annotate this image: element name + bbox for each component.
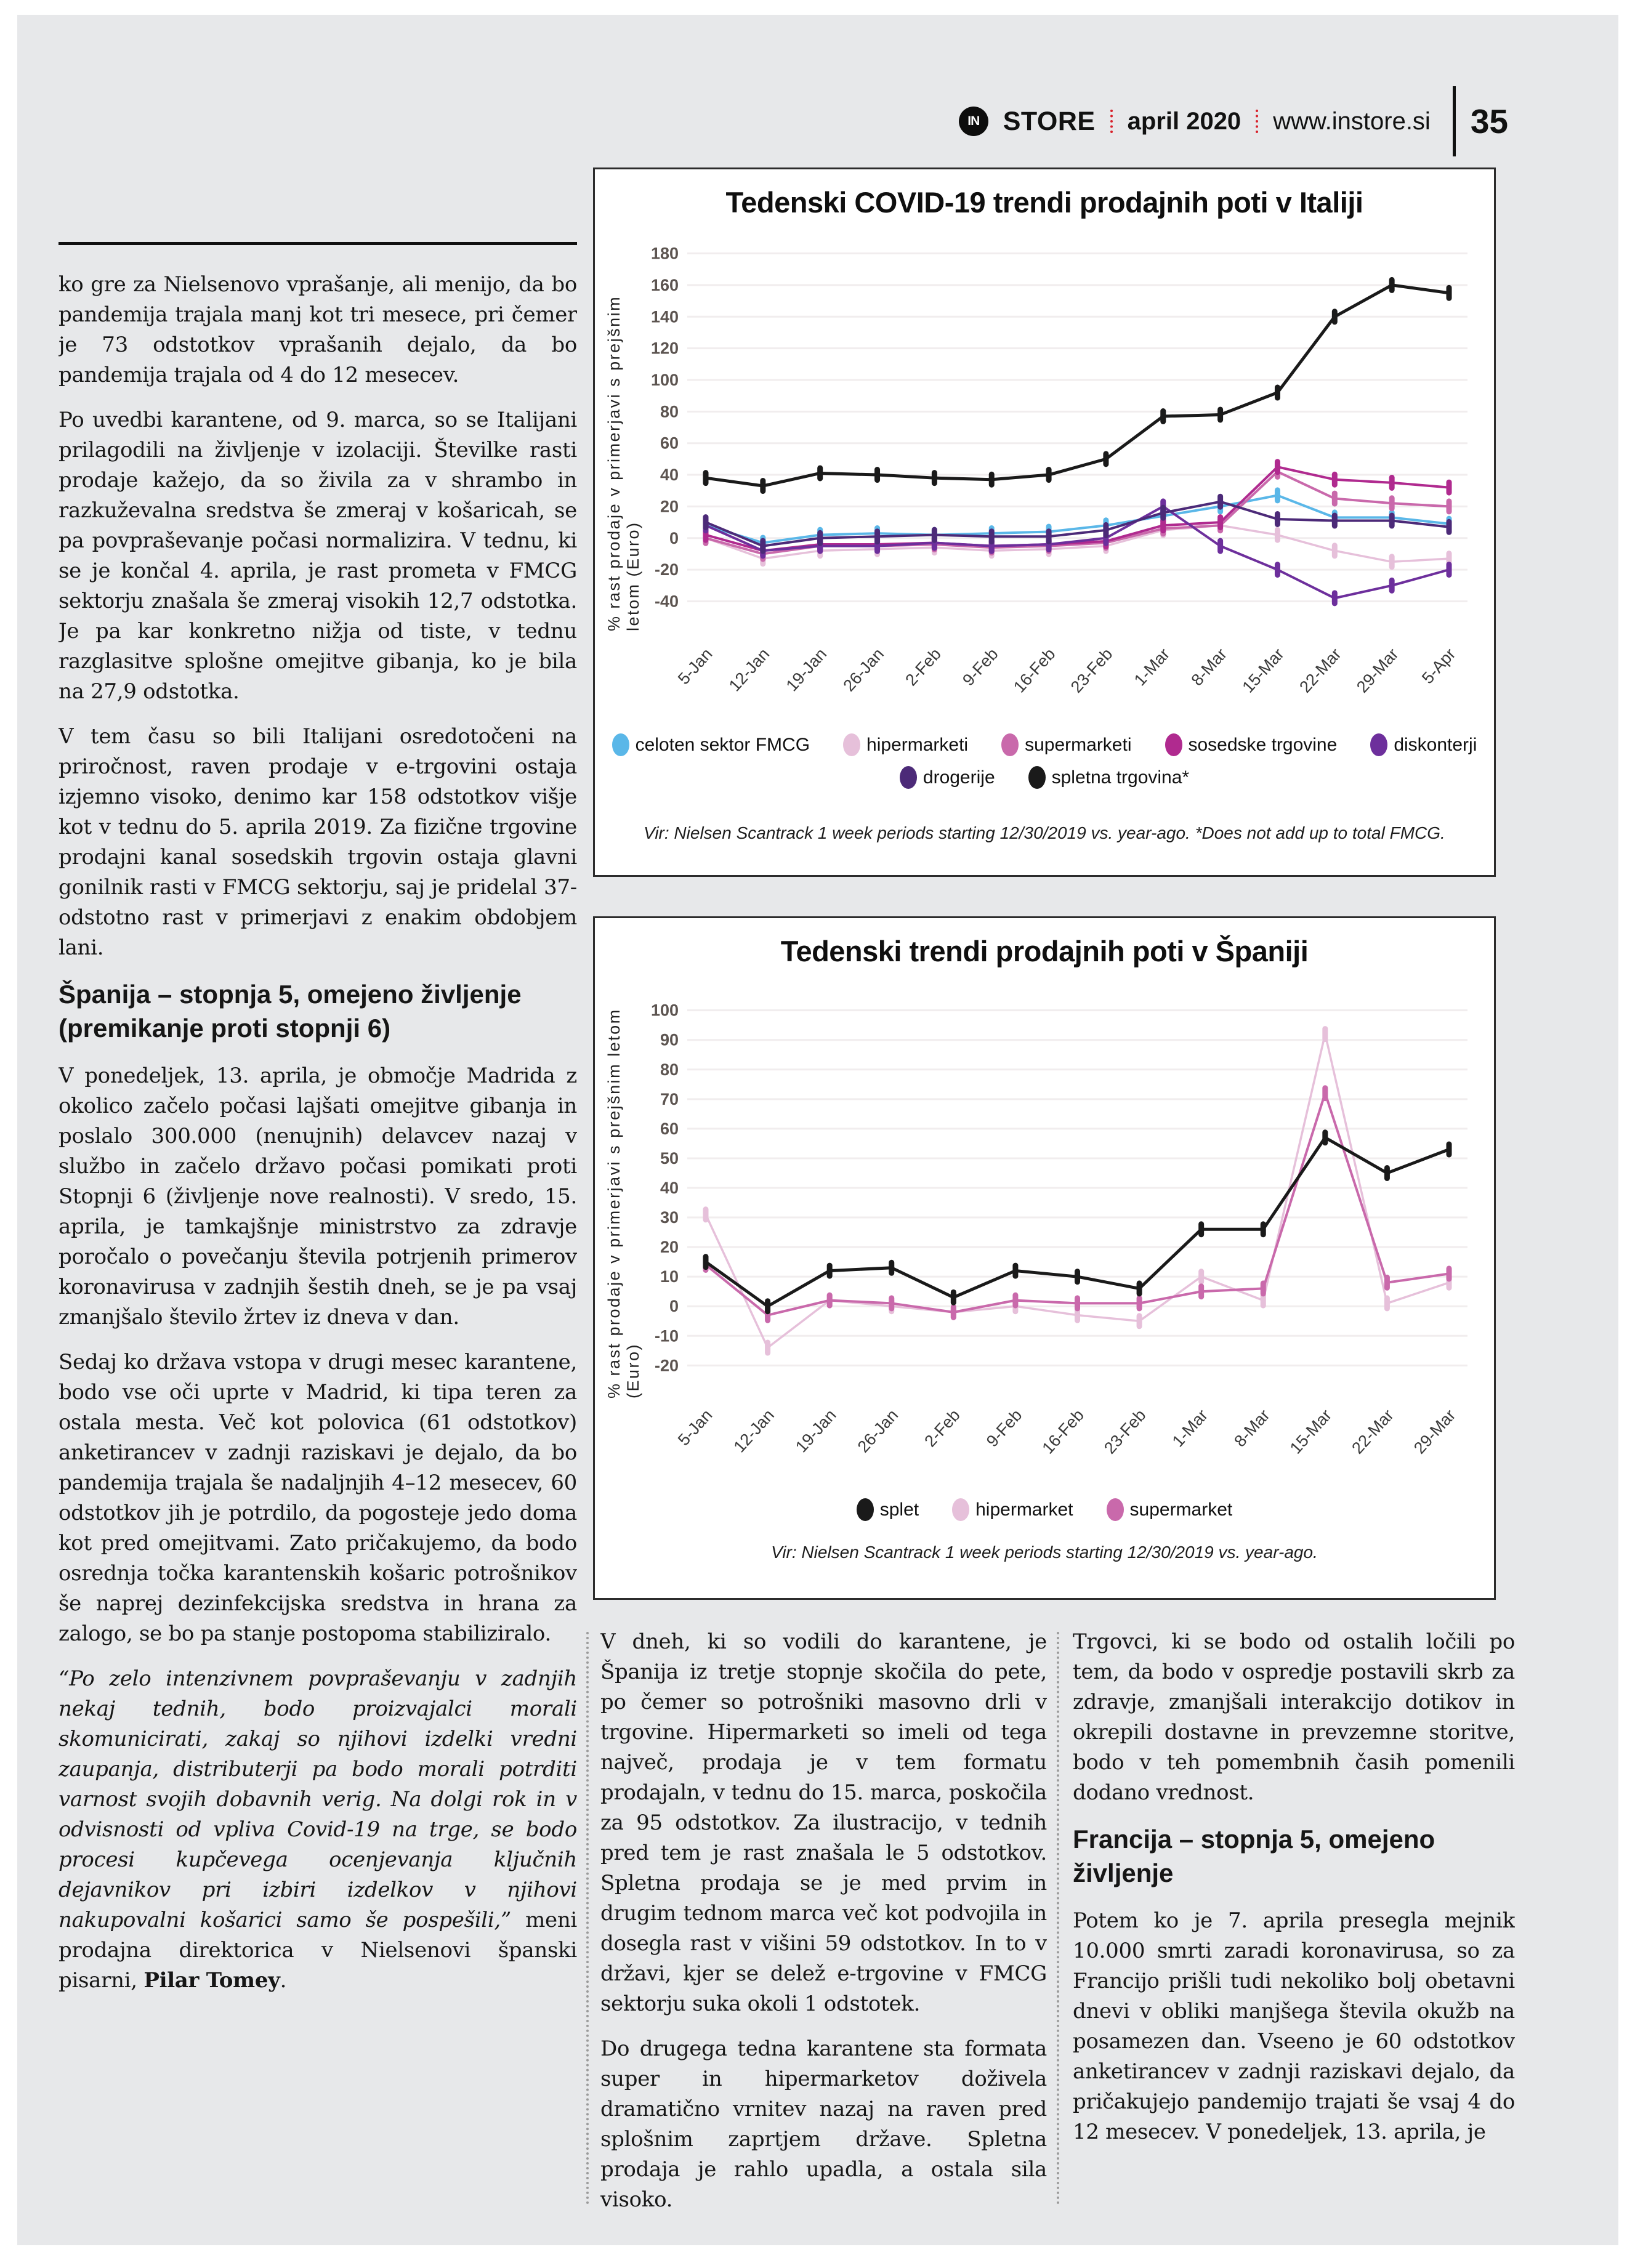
svg-text:9-Feb: 9-Feb: [959, 644, 1002, 690]
data-point-marker: [1075, 1295, 1080, 1311]
data-point-marker: [889, 1295, 894, 1311]
legend-swatch-icon: [843, 733, 860, 756]
data-point-marker: [1198, 1221, 1204, 1237]
legend-item-5: [900, 766, 995, 789]
svg-text:16-Feb: 16-Feb: [1009, 644, 1059, 696]
italy-chart-source-note: Vir: Nielsen Scantrack 1 week periods starting 12/30/2019 vs. year-ago. *Does not add up to total FMCG.: [644, 823, 1445, 842]
svg-text:80: 80: [660, 1060, 679, 1079]
italy-chart-title: Tedenski COVID-19 trendi prodajnih poti v Italiji: [725, 186, 1363, 219]
legend-label: supermarket: [1129, 1499, 1233, 1520]
data-point-marker: [1384, 1295, 1390, 1311]
series-line-5: [706, 502, 1449, 546]
data-point-marker: [1384, 1165, 1390, 1181]
legend-label: celoten sektor FMCG: [635, 734, 810, 755]
issue-date: april 2020: [1127, 107, 1241, 135]
data-point-marker: [1012, 1263, 1018, 1279]
italy-chart-legend: [595, 733, 1494, 799]
svg-text:23-Feb: 23-Feb: [1067, 644, 1116, 696]
legend-row: [595, 1498, 1494, 1521]
svg-text:20: 20: [660, 1238, 679, 1257]
data-point-marker: [1261, 1221, 1266, 1237]
data-point-marker: [1217, 406, 1223, 422]
svg-text:26-Jan: 26-Jan: [839, 644, 887, 695]
data-point-marker: [989, 528, 995, 544]
data-point-marker: [1322, 1026, 1328, 1042]
data-point-marker: [827, 1263, 833, 1279]
data-point-marker: [1198, 1283, 1204, 1299]
column-divider-dotted: [1057, 1632, 1059, 2205]
red-dotted-divider: [1110, 110, 1113, 133]
data-point-marker: [1160, 505, 1166, 521]
svg-text:2-Feb: 2-Feb: [902, 644, 945, 690]
data-point-marker: [1217, 538, 1223, 554]
quote-period: .: [280, 1968, 287, 1993]
data-point-marker: [1261, 1280, 1266, 1296]
quote-paragraph: [59, 1664, 577, 1996]
legend-item-2: [1107, 1498, 1233, 1521]
data-point-marker: [1275, 562, 1280, 578]
legend-swatch-icon: [1001, 733, 1019, 756]
svg-text:2-Feb: 2-Feb: [921, 1405, 964, 1451]
data-point-marker: [1275, 527, 1280, 543]
data-point-marker: [1332, 590, 1338, 606]
italy-chart-plot: [633, 231, 1486, 730]
data-point-marker: [1332, 472, 1338, 488]
data-point-marker: [1217, 494, 1223, 510]
website-url: www.instore.si: [1273, 107, 1431, 135]
data-point-marker: [1012, 1293, 1018, 1309]
data-point-marker: [817, 465, 823, 481]
data-point-marker: [1447, 1142, 1452, 1158]
quote-attribution: meni prodajna direktorica v Nielsenovi španski pisarni,: [59, 1908, 577, 1993]
legend-row: [595, 733, 1494, 756]
svg-text:140: 140: [650, 307, 679, 326]
svg-text:90: 90: [660, 1030, 679, 1049]
svg-text:180: 180: [650, 244, 679, 263]
article-middle-column: [600, 1627, 1047, 2218]
data-point-marker: [760, 478, 765, 494]
svg-text:120: 120: [650, 339, 679, 358]
svg-text:100: 100: [650, 370, 679, 389]
svg-text:40: 40: [660, 466, 679, 485]
svg-text:19-Jan: 19-Jan: [782, 644, 831, 695]
svg-text:-40: -40: [654, 592, 679, 611]
column-top-rule: [59, 242, 577, 245]
quote-author: Pilar Tomey: [143, 1968, 280, 1993]
svg-text:100: 100: [650, 1001, 679, 1020]
data-point-marker: [703, 470, 709, 486]
svg-text:70: 70: [660, 1089, 679, 1108]
legend-item-6: [1028, 766, 1189, 789]
data-point-marker: [874, 528, 880, 544]
data-point-marker: [989, 472, 995, 488]
legend-label: supermarketi: [1025, 734, 1132, 755]
legend-row: [595, 766, 1494, 789]
data-point-marker: [1332, 491, 1338, 507]
svg-text:5-Jan: 5-Jan: [674, 1405, 716, 1450]
spain-chart-legend: [595, 1498, 1494, 1531]
data-point-marker: [703, 514, 709, 530]
paragraph: V ponedeljek, 13. aprila, je območje Madrida z okolico začelo počasi lajšati omejitve gibanja in poslalo 300.000 (nenujnih) delavcev nazaj v službo in začelo državo počasi pomikati proti Stopnji 6 (življenje nove realnosti). V sredo, 15. aprila, je tamkajšnje ministrstvo za zdravje poročalo o povečanju števila potrjenih primerov koronavirusa v zadnjih šestih dneh, se je pa vsaj zmanjšalo število žrtev iz dneva v dan.: [59, 1063, 577, 1330]
data-point-marker: [932, 470, 937, 486]
data-point-marker: [1198, 1269, 1204, 1285]
data-point-marker: [765, 1340, 770, 1356]
svg-text:160: 160: [650, 275, 679, 294]
paragraph: V tem času so bili Italijani osredotočeni na priročnost, raven prodaje v e-trgovini ostaja izjemno visoko, denimo kar 158 odstotkov višje kot v tednu do 5. aprila 2019. Za fizične trgovine prodajni kanal sosedskih trgovin ostaja glavni gonilnik rasti v FMCG sektorju, saj je pridelal 37-odstotno rast v primerjavi z enakim obdobjem lani.: [59, 724, 577, 960]
svg-text:8-Mar: 8-Mar: [1230, 1405, 1274, 1451]
data-point-marker: [874, 467, 880, 483]
svg-text:26-Jan: 26-Jan: [854, 1405, 902, 1456]
data-point-marker: [1332, 513, 1338, 529]
paragraph: Trgovci, ki se bodo od ostalih ločili po tem, da bodo v ospredje postavili skrb za zdravje, zmanjšali interakcijo dotikov in okrepili dostavne in prevzemne storitve, bodo v teh pomembnih časih pomenili dodano vrednost.: [1073, 1629, 1515, 1805]
svg-text:60: 60: [660, 434, 679, 453]
data-point-marker: [1389, 578, 1395, 594]
svg-text:15-Mar: 15-Mar: [1238, 644, 1288, 696]
red-dotted-divider: [1256, 110, 1258, 133]
data-point-marker: [1322, 1129, 1328, 1145]
data-point-marker: [1389, 495, 1395, 511]
svg-text:29-Mar: 29-Mar: [1353, 644, 1402, 696]
legend-item-0: [612, 733, 810, 756]
legend-swatch-icon: [952, 1498, 969, 1521]
data-point-marker: [1389, 513, 1395, 529]
svg-text:1-Mar: 1-Mar: [1130, 644, 1174, 690]
svg-text:0: 0: [669, 1297, 679, 1316]
data-point-marker: [1332, 309, 1338, 325]
svg-text:19-Jan: 19-Jan: [792, 1405, 840, 1456]
data-point-marker: [1103, 451, 1108, 467]
legend-item-4: [1370, 733, 1477, 756]
data-point-marker: [1332, 543, 1338, 559]
article-right-column: [1073, 1627, 1515, 2218]
legend-label: spletna trgovina*: [1051, 767, 1190, 788]
article-left-column: [59, 270, 577, 2019]
data-point-marker: [1075, 1269, 1080, 1285]
data-point-marker: [703, 1206, 709, 1222]
legend-swatch-icon: [1107, 1498, 1124, 1521]
data-point-marker: [1137, 1313, 1142, 1329]
data-point-marker: [1389, 475, 1395, 491]
brand-title: STORE: [1003, 106, 1096, 136]
legend-swatch-icon: [900, 766, 917, 789]
data-point-marker: [1046, 528, 1052, 544]
data-point-marker: [827, 1293, 833, 1309]
data-point-marker: [889, 1260, 894, 1276]
data-point-marker: [1160, 408, 1166, 424]
data-point-marker: [1389, 277, 1395, 293]
legend-swatch-icon: [1370, 733, 1387, 756]
legend-label: hipermarketi: [866, 734, 969, 755]
data-point-marker: [1275, 459, 1280, 475]
data-point-marker: [1137, 1295, 1142, 1311]
data-point-marker: [1447, 285, 1452, 301]
legend-label: diskonterji: [1394, 734, 1477, 755]
data-point-marker: [1384, 1275, 1390, 1291]
data-point-marker: [1275, 487, 1280, 503]
legend-swatch-icon: [1028, 766, 1046, 789]
svg-text:16-Feb: 16-Feb: [1038, 1405, 1088, 1458]
paragraph: V dneh, ki so vodili do karantene, je Španija iz tretje stopnje skočila do pete, po čemer so potrošniki masovno drli v trgovine. Hipermarketi so imeli od tega največ, prodaja je v tem formatu prodajaln, v tednu do 15. marca, poskočila za 95 odstotkov. Za ilustracijo, v tednih pred tem je rast znašala le 5 odstotkov. Spletna prodaja se je med prvim in drugim tednom marca več kot podvojila in dosegla rast v višini 59 odstotkov. In to v državi, kjer se delež e-trgovine v FMCG sektorju suka okoli 1 odstotek.: [600, 1629, 1047, 2016]
data-point-marker: [1389, 554, 1395, 570]
svg-text:20: 20: [660, 497, 679, 516]
svg-text:23-Feb: 23-Feb: [1100, 1405, 1150, 1458]
section-heading-france: Francija – stopnja 5, omejeno življenje: [1073, 1825, 1435, 1887]
data-point-marker: [1447, 562, 1452, 578]
legend-label: hipermarket: [975, 1499, 1073, 1520]
svg-text:12-Jan: 12-Jan: [730, 1405, 778, 1456]
svg-text:60: 60: [660, 1119, 679, 1138]
page-number: 35: [1470, 102, 1508, 140]
paragraph: ko gre za Nielsenovo vprašanje, ali menijo, da bo pandemija trajala manj kot tri mesece, pri čemer je 73 odstotkov vprašanih dejalo, da bo pandemija trajala od 4 do 12 mesecev.: [59, 272, 577, 387]
svg-text:12-Jan: 12-Jan: [725, 644, 773, 695]
paragraph: Potem ko je 7. aprila presegla mejnik 10.000 smrti zaradi koronavirusa, so za Francijo prišli tudi nekoliko bolj obetavni dnevi v obliki manjšega števila okužb na posamezen dan. Vseeno je 60 odstotkov anketirancev v zadnji raziskavi dejalo, da pričakujejo pandemijo trajati še vsaj 4 do 12 mesecev. V ponedeljek, 13. aprila, je: [1073, 1908, 1515, 2145]
quote-text: “Po zelo intenzivnem povpraševanju v zadnjih nekaj tednih, bodo proizvajalci morali skomunicirati, zakaj so njihovi izdelki vredni zaupanja, distributerji pa bodo morali potrditi varnost svojih dobavnih verig. Na dolgi rok in v odvisnosti od vpliva Covid-19 na trge, se bodo procesi kupčevega ocenjevanja ključnih dejavnikov pri izbiri izdelkov v njihovi nakupovalni košarici samo še pospešili,”: [59, 1666, 577, 1933]
data-point-marker: [1103, 522, 1108, 538]
paragraph: Do drugega tedna karantene sta formata super in hipermarketov doživela dramatično vrnitev nazaj na raven pred splošnim zaprtjem države. Spletna prodaja je rahlo upadla, a ostala sila visoko.: [600, 2036, 1047, 2212]
legend-item-1: [952, 1498, 1073, 1521]
svg-text:1-Mar: 1-Mar: [1168, 1405, 1212, 1451]
italy-chart-panel: [593, 167, 1496, 877]
spain-chart-y-axis-label: % rast prodaje v primerjavi s prejšnim letom (Euro): [605, 1008, 642, 1398]
svg-text:15-Mar: 15-Mar: [1286, 1405, 1336, 1458]
paragraph: Po uvedbi karantene, od 9. marca, so se Italijani prilagodili na življenje v izolaciji. Številke rasti prodaje kažejo, da so živila za v shrambo in razkuževalna sredstva še zmeraj v košaricah, se pa povpraševanje počasi normalizira. V tednu, ki se je končal 4. aprila, je rast prometa v FMCG sektorju znašala še zmeraj visokih 12,7 odstotka. Je pa kar konkretno nižja od tiste, v tednu razglasitve splošne omejitve gibanja, ko je bila na 27,9 odstotka.: [59, 408, 577, 704]
header-divider: [1453, 86, 1456, 156]
data-point-marker: [703, 1254, 709, 1270]
data-point-marker: [951, 1289, 956, 1306]
data-point-marker: [1447, 519, 1452, 535]
legend-label: splet: [879, 1499, 919, 1520]
svg-text:-20: -20: [654, 560, 679, 579]
legend-label: drogerije: [922, 767, 995, 788]
svg-text:-10: -10: [654, 1326, 679, 1346]
data-point-marker: [1447, 498, 1452, 514]
data-point-marker: [1322, 1085, 1328, 1101]
legend-label: sosedske trgovine: [1188, 734, 1338, 755]
legend-item-3: [1165, 733, 1338, 756]
svg-text:5-Jan: 5-Jan: [674, 644, 716, 688]
spain-chart-title: Tedenski trendi prodajnih poti v Španiji: [780, 935, 1309, 967]
svg-text:22-Mar: 22-Mar: [1348, 1405, 1397, 1458]
svg-text:29-Mar: 29-Mar: [1410, 1405, 1459, 1458]
data-point-marker: [817, 530, 823, 546]
column-divider-dotted: [586, 1632, 589, 2205]
series-line-6: [706, 285, 1449, 486]
data-point-marker: [1275, 385, 1280, 401]
data-point-marker: [1217, 514, 1223, 530]
svg-text:40: 40: [660, 1179, 679, 1197]
instore-logo-icon: IN: [959, 107, 988, 136]
svg-text:5-Apr: 5-Apr: [1418, 644, 1459, 688]
legend-item-0: [857, 1498, 919, 1521]
svg-text:80: 80: [660, 402, 679, 421]
svg-text:9-Feb: 9-Feb: [982, 1405, 1026, 1451]
section-heading-spain: Španija – stopnja 5, omejeno življenje (premikanje proti stopnji 6): [59, 980, 522, 1043]
svg-text:-20: -20: [654, 1356, 679, 1375]
data-point-marker: [760, 538, 765, 554]
legend-swatch-icon: [612, 733, 629, 756]
data-point-marker: [1275, 511, 1280, 527]
svg-text:22-Mar: 22-Mar: [1296, 644, 1345, 696]
data-point-marker: [765, 1298, 770, 1314]
data-point-marker: [951, 1304, 956, 1320]
spain-chart-source-note: Vir: Nielsen Scantrack 1 week periods starting 12/30/2019 vs. year-ago.: [771, 1543, 1318, 1562]
svg-text:0: 0: [669, 528, 679, 547]
legend-swatch-icon: [857, 1498, 874, 1521]
spain-chart-plot: [633, 980, 1486, 1491]
legend-item-1: [843, 733, 968, 756]
data-point-marker: [932, 527, 937, 543]
data-point-marker: [1137, 1280, 1142, 1296]
svg-text:10: 10: [660, 1267, 679, 1286]
data-point-marker: [1046, 467, 1052, 483]
series-line-0: [706, 495, 1449, 543]
legend-swatch-icon: [1165, 733, 1182, 756]
data-point-marker: [1447, 480, 1452, 496]
spain-chart-panel: [593, 916, 1496, 1600]
svg-text:50: 50: [660, 1148, 679, 1168]
svg-text:8-Mar: 8-Mar: [1187, 644, 1231, 690]
legend-item-2: [1001, 733, 1131, 756]
page-header: [959, 86, 1508, 156]
svg-text:30: 30: [660, 1208, 679, 1227]
italy-chart-y-axis-label: % rast prodaje v primerjavi s prejšnim letom (Euro): [605, 295, 642, 631]
data-point-marker: [1447, 1265, 1452, 1281]
paragraph: Sedaj ko država vstopa v drugi mesec karantene, bodo vse oči uprte v Madrid, ki tipa teren za ostala mesta. Več kot polovica (61 odstotkov) anketirancev v zadnji raziskavi je dejalo, da bo pandemija trajala še nadaljnjih 4–12 mesecev, 60 odstotkov jih je potrdilo, da pogosteje jedo doma kot pred omejitvami. Zato pričakujemo, da bodo osrednja točka karantenskih košaric potrošnikov še naprej dezinfekcijska sredstva in hrana za zalogo, se bo pa stanje postopoma stabiliziralo.: [59, 1350, 577, 1647]
